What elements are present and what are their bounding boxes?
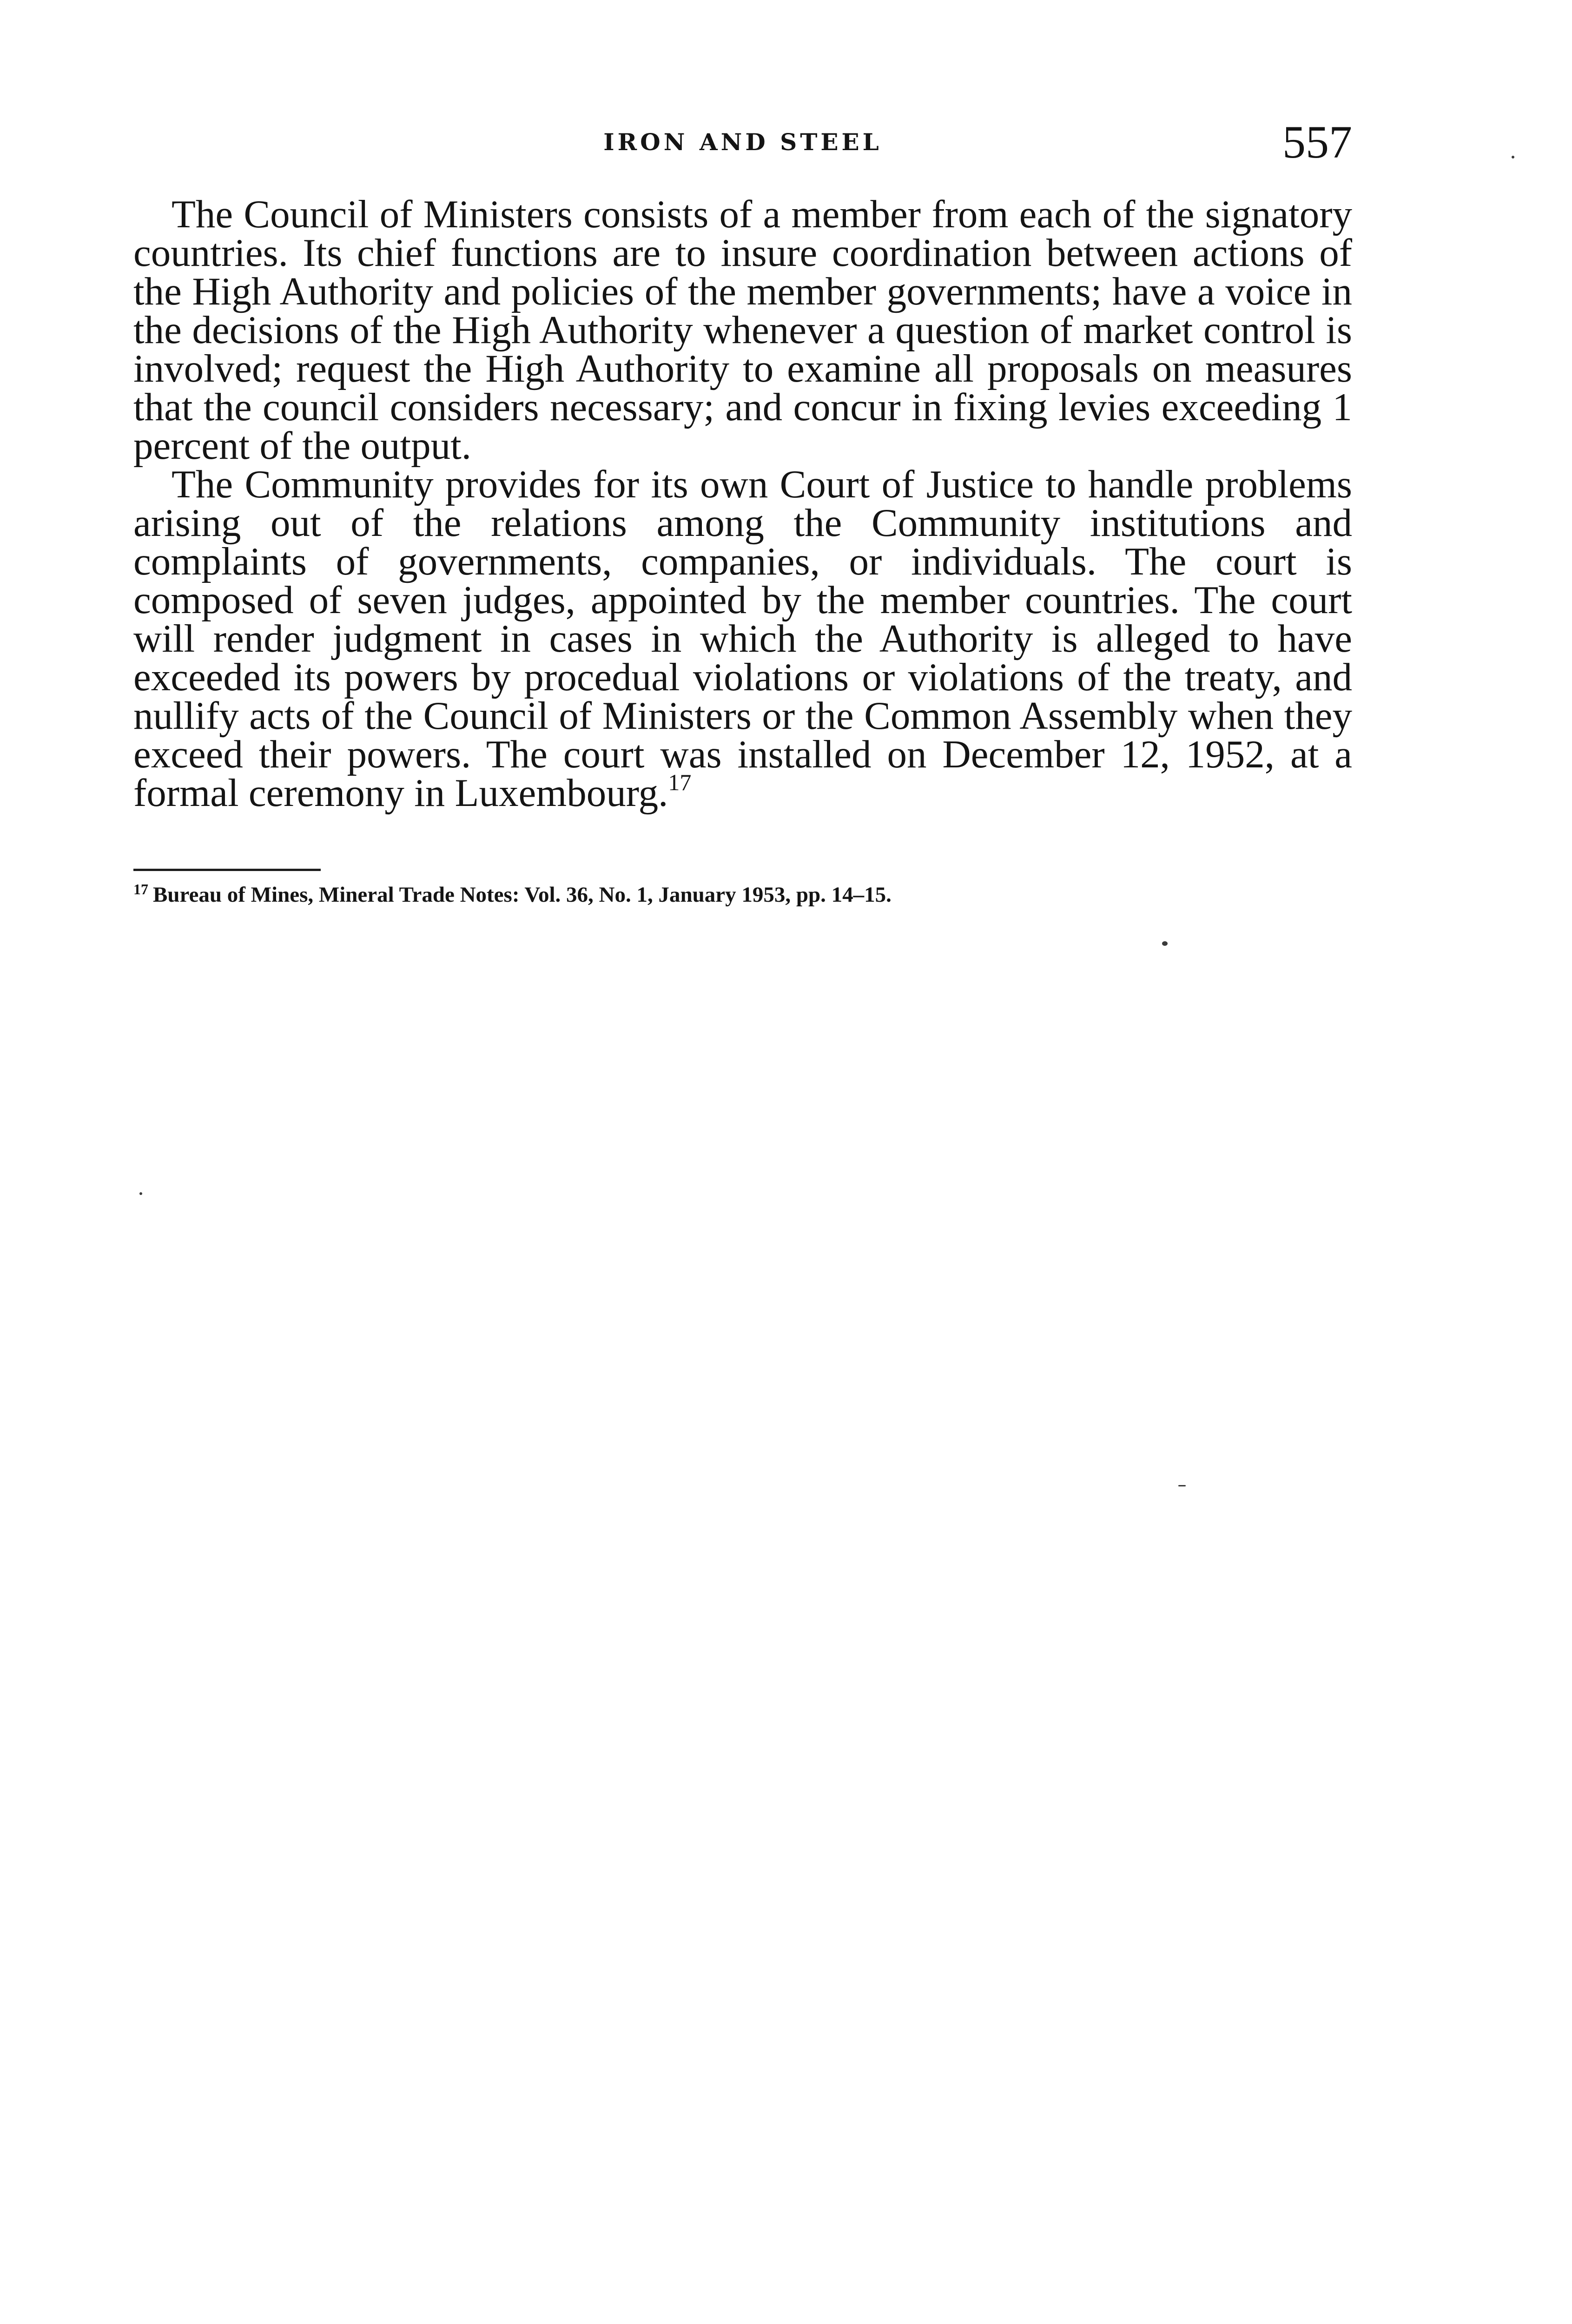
body-text: [133, 192, 1352, 815]
paragraph-text: The Council of Ministers consists of a member from each of the signatory countries. Its chief functions are to insure coordination between actions of the High Authority and policies of the member governments; have a voice in the decisions of the High Authority whenever a question of market control is involved; request the High Authority to examine all proposals on measures that the council considers necessary; and concur in fixing levies exceeding 1 percent of the output.: [133, 192, 1352, 468]
scan-speck: [1512, 156, 1514, 158]
footnote-divider: [133, 869, 321, 871]
paragraph: [133, 462, 1352, 815]
page-number: 557: [1282, 116, 1352, 168]
footnote-reference[interactable]: 17: [668, 769, 692, 795]
footnote: [133, 881, 1352, 909]
running-header: [133, 116, 1352, 177]
footnote-text: Bureau of Mines, Mineral Trade Notes: Vol. 36, No. 1, January 1953, pp. 14–15.: [153, 883, 892, 907]
running-title: IRON AND STEEL: [603, 128, 882, 156]
paragraph: [133, 192, 1352, 468]
footnote-marker: 17: [133, 881, 148, 898]
scan-speck: [139, 1192, 142, 1195]
scan-speck: [1162, 941, 1168, 946]
paragraph-text: The Community provides for its own Court of Justice to handle problems arising out of the relations among the Community institutions and complaints of governments, companies, or individuals. The court is composed of seven judges, appointed by the member countries. The court will render judgment in cases in which the Authority is alleged to have exceeded its powers by procedual violations or violations of the treaty, and nullify acts of the Council of Ministers or the Common Assembly when they exceed their powers. The court was installed on December 12, 1952, at a formal ceremony in Luxembourg.: [133, 462, 1352, 815]
scan-speck: [1178, 1485, 1186, 1486]
